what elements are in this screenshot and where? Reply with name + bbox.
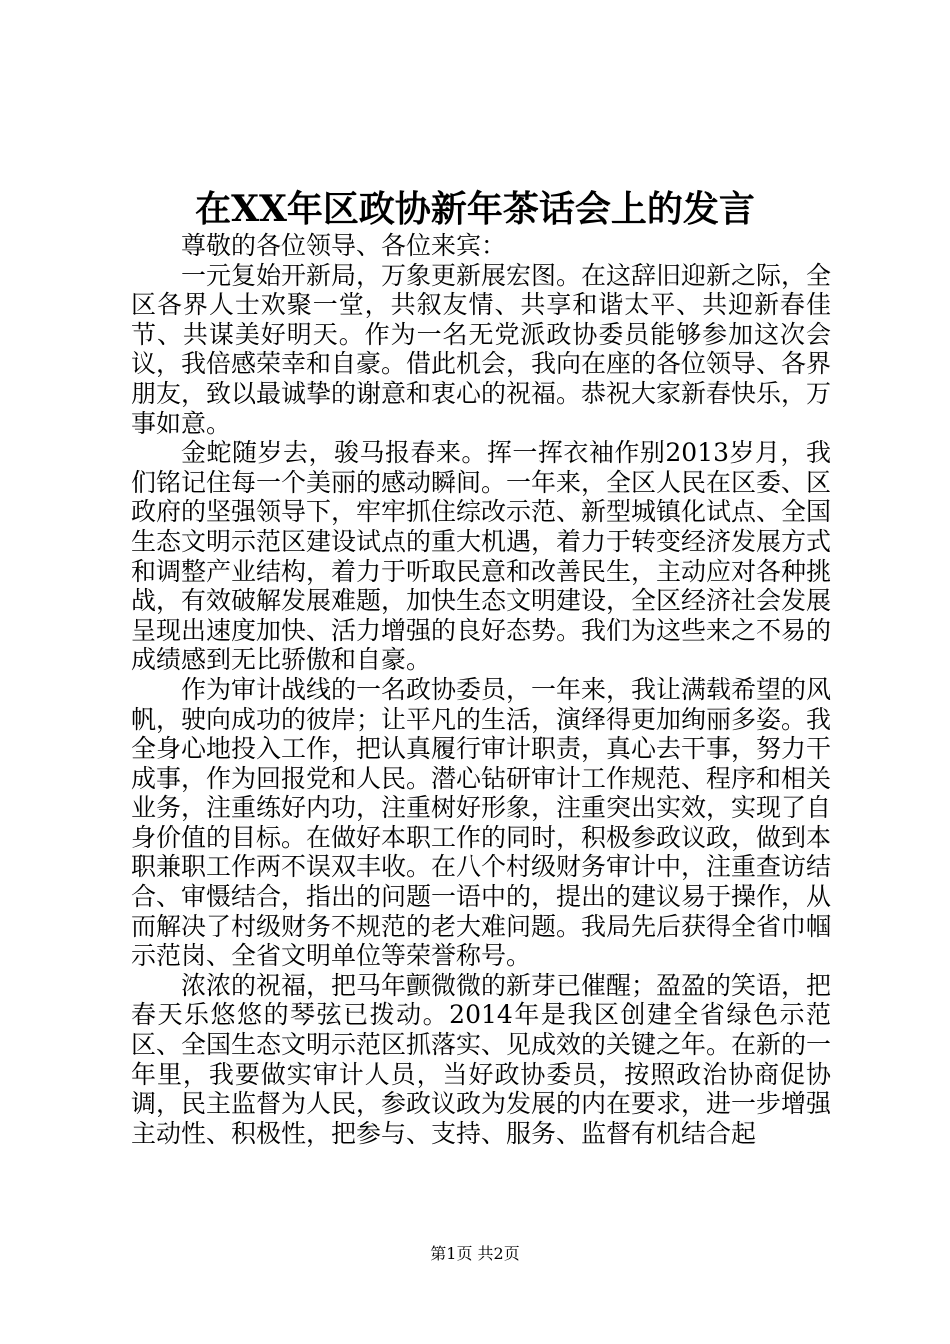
paragraph-2: 金蛇随岁去，骏马报春来。挥一挥衣袖作别2013岁月，我们铭记住每一个美丽的感动瞬间。一年来，全区人民在区委、区政府的坚强领导下，牢牢抓住综改示范、新型城镇化试点、全国生态文明示范区建设试点的重大机遇，着力于转变经济发展方式和调整产业结构，着力于听取民意和改善民生，主动应对各种挑战，有效破解发展难题，加快生态文明建设，全区经济社会发展呈现出速度加快、活力增强的良好态势。我们为这些来之不易的成绩感到无比骄傲和自豪。 <box>131 438 832 675</box>
document-body <box>131 231 831 1148</box>
paragraph-1: 一元复始开新局，万象更新展宏图。在这辞旧迎新之际，全区各界人士欢聚一堂，共叙友情、共享和谐太平、共迎新春佳节、共谋美好明天。作为一名无党派政协委员能够参加这次会议，我倍感荣幸和自豪。借此机会，我向在座的各位领导、各界朋友，致以最诚挚的谢意和衷心的祝福。恭祝大家新春快乐，万事如意。 <box>131 260 832 438</box>
document-title: 在XX年区政协新年茶话会上的发言 <box>195 188 755 230</box>
page-footer: 第1页 共2页 <box>430 1244 520 1263</box>
salutation: 尊敬的各位领导、各位来宾： <box>181 231 507 260</box>
paragraph-3: 作为审计战线的一名政协委员，一年来，我让满载希望的风帆，驶向成功的彼岸；让平凡的生活，演绎得更加绚丽多姿。我全身心地投入工作，把认真履行审计职责，真心去干事，努力干成事，作为回报党和人民。潜心钻研审计工作规范、程序和相关业务，注重练好内功，注重树好形象，注重突出实效，实现了自身价值的目标。在做好本职工作的同时，积极参政议政，做到本职兼职工作两不误双丰收。在八个村级财务审计中，注重查访结合、审慑结合，指出的问题一语中的，提出的建议易于操作，从而解决了村级财务不规范的老大难问题。我局先后获得全省巾帼示范岗、全省文明单位等荣誉称号。 <box>131 674 832 971</box>
paragraph-4: 浓浓的祝福，把马年颤微微的新芽已催醒；盈盈的笑语，把春天乐悠悠的琴弦已拨动。2014年是我区创建全省绿色示范区、全国生态文明示范区抓落实、见成效的关键之年。在新的一年里，我要做实审计人员，当好政协委员，按照政治协商促协调，民主监督为人民，参政议政为发展的内在要求，进一步增强主动性、积极性，把参与、支持、服务、监督有机结合起 <box>131 970 832 1148</box>
